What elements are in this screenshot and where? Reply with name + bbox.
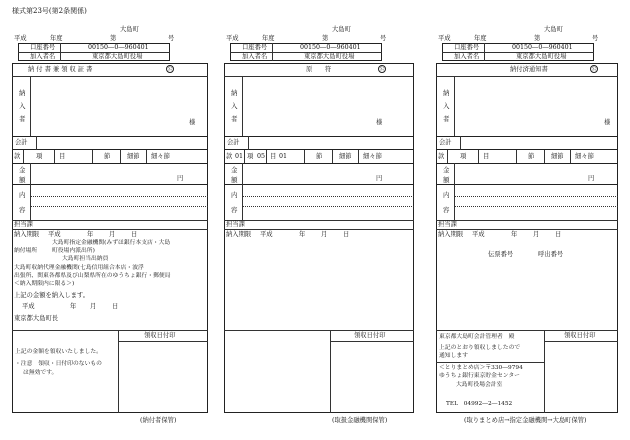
division-label: 担当課 bbox=[226, 221, 245, 228]
deadline-day: 日 bbox=[555, 231, 562, 238]
manager: 東京都大島町会計管理者 殿 bbox=[439, 334, 515, 340]
kan-value: 01 bbox=[235, 153, 244, 160]
go-label: 号 bbox=[380, 35, 387, 42]
dai-label: 第 bbox=[322, 35, 329, 42]
kan-label: 款 bbox=[438, 153, 445, 160]
dai-label: 第 bbox=[110, 35, 117, 42]
deadline-label: 納入期限 bbox=[438, 231, 464, 238]
year-label: 年度 bbox=[474, 35, 487, 42]
setsu-label: 節 bbox=[104, 153, 111, 160]
kou-value: 05 bbox=[257, 153, 266, 160]
setsu-label: 節 bbox=[528, 153, 535, 160]
mail-line-2: ゆうちょ銀行東京貯金センター bbox=[439, 373, 520, 379]
account-no-value: 00150―0―960401 bbox=[300, 44, 361, 51]
kan-label: 款 bbox=[14, 153, 21, 160]
date-day: 日 bbox=[112, 303, 119, 310]
total-label: 会計 bbox=[15, 139, 28, 146]
panel-bank-copy bbox=[224, 0, 414, 440]
payer-char-2: 入 bbox=[443, 102, 450, 110]
amount-char-1: 金 bbox=[231, 166, 238, 174]
deadline-month: 月 bbox=[533, 231, 540, 238]
date-era: 平成 bbox=[22, 303, 35, 310]
go-label: 号 bbox=[168, 35, 175, 42]
subscriber-value: 東京都大島町役場 bbox=[516, 53, 567, 60]
payer-char-3: 者 bbox=[443, 115, 450, 123]
place-line-1: 大島町指定金融機関(みずほ銀行本支店・大島 bbox=[52, 240, 171, 246]
mayor: 東京都大島町長 bbox=[14, 315, 59, 322]
total-label: 会計 bbox=[227, 139, 240, 146]
setsu-label: 節 bbox=[316, 153, 323, 160]
deadline-label: 納入期限 bbox=[226, 231, 252, 238]
content-char-2: 容 bbox=[443, 206, 450, 214]
yen: 円 bbox=[588, 175, 595, 182]
payer-char-3: 者 bbox=[19, 115, 26, 123]
place-label: 納付場所 bbox=[14, 248, 38, 254]
main-frame bbox=[224, 63, 414, 413]
footer: (納付者保管) bbox=[140, 417, 177, 424]
deadline-month: 月 bbox=[321, 231, 328, 238]
total-box bbox=[224, 136, 414, 150]
agents-line-3: ＜納入期限内に限る＞) bbox=[14, 281, 75, 287]
kan-label: 款 bbox=[226, 153, 233, 160]
panel-taxpayer-copy bbox=[12, 0, 208, 440]
subscriber-value: 東京都大島町役場 bbox=[92, 53, 143, 60]
go-label: 号 bbox=[592, 35, 599, 42]
subscriber-label: 加入者名 bbox=[242, 53, 268, 60]
subscriber-value: 東京都大島町役場 bbox=[304, 53, 355, 60]
agents-line-1: 大島町収納代理金融機関(七島信用組合本店・波浮 bbox=[14, 265, 144, 271]
saisetsu-label: 細節 bbox=[127, 153, 140, 160]
doc-title: 原 符 bbox=[306, 66, 332, 73]
payer-char-1: 納 bbox=[19, 89, 26, 97]
issuer: 大島町 bbox=[120, 26, 139, 33]
division-label: 担当課 bbox=[438, 221, 457, 228]
account-no-value: 00150―0―960401 bbox=[512, 44, 573, 51]
deadline-year: 年 bbox=[511, 231, 518, 238]
content-char-2: 容 bbox=[19, 206, 26, 214]
receipt-note-2: ・注意 領収・日付印のないもの bbox=[15, 361, 102, 367]
year-label: 年度 bbox=[262, 35, 275, 42]
payer-char-2: 入 bbox=[231, 102, 238, 110]
receipt-stamp-label: 領収日付印 bbox=[354, 332, 386, 339]
deadline-year: 年 bbox=[87, 231, 94, 238]
notice-line-1: 上記のとおり領収しましたので bbox=[439, 345, 521, 351]
footer: (取扱金融機関保管) bbox=[332, 417, 388, 424]
kou-label: 項 bbox=[460, 153, 467, 160]
moku-label: 目 bbox=[59, 153, 66, 160]
issuer: 大島町 bbox=[544, 26, 563, 33]
subscriber-label: 加入者名 bbox=[30, 53, 56, 60]
panel-notice-copy bbox=[436, 0, 618, 440]
slip-no-label: 伝票番号 bbox=[488, 251, 514, 258]
deadline-era: 平成 bbox=[472, 231, 485, 238]
sama: 様 bbox=[189, 119, 196, 126]
total-label: 会計 bbox=[439, 139, 452, 146]
content-char-2: 容 bbox=[231, 206, 238, 214]
doc-title: 納 付 書 兼 領 収 証 書 bbox=[28, 66, 93, 73]
receipt-note-1: 上記の金額を領収いたしました。 bbox=[15, 349, 102, 355]
amount-char-1: 金 bbox=[19, 166, 26, 174]
sama: 様 bbox=[604, 119, 611, 126]
saisetsu-label: 細節 bbox=[339, 153, 352, 160]
payer-char-1: 納 bbox=[231, 89, 238, 97]
moku-label: 目 bbox=[270, 153, 277, 160]
issuer: 大島町 bbox=[332, 26, 351, 33]
call-no-label: 呼出番号 bbox=[538, 251, 564, 258]
main-frame bbox=[436, 63, 618, 413]
deadline-day: 日 bbox=[131, 231, 138, 238]
deadline-day: 日 bbox=[343, 231, 350, 238]
saisaisetsu-label: 細々節 bbox=[151, 153, 170, 160]
amount-char-2: 額 bbox=[19, 176, 26, 184]
form-number: 様式第23号(第2条関係) bbox=[12, 7, 87, 15]
doc-title: 納付済通知書 bbox=[510, 66, 548, 73]
saisaisetsu-label: 細々節 bbox=[575, 153, 594, 160]
receipt-note-3: は無効です。 bbox=[23, 370, 58, 376]
deadline-era: 平成 bbox=[48, 231, 61, 238]
deadline-label: 納入期限 bbox=[14, 231, 40, 238]
account-no-label: 口座番号 bbox=[242, 44, 268, 51]
division-label: 担当課 bbox=[14, 221, 33, 228]
place-line-2: 町役場内派出所) bbox=[52, 248, 95, 254]
footer: (取りまとめ店→指定金融機関→大島町保管) bbox=[464, 417, 587, 424]
subscriber-label: 加入者名 bbox=[454, 53, 480, 60]
public-stamp-icon: 公 bbox=[591, 66, 597, 72]
saisaisetsu-label: 細々節 bbox=[363, 153, 382, 160]
era: 平成 bbox=[438, 35, 451, 42]
payer-char-1: 納 bbox=[443, 89, 450, 97]
receipt-stamp-label: 領収日付印 bbox=[144, 332, 176, 339]
content-char-1: 内 bbox=[231, 191, 238, 199]
account-no-label: 口座番号 bbox=[454, 44, 480, 51]
era: 平成 bbox=[14, 35, 27, 42]
payer-char-2: 入 bbox=[19, 102, 26, 110]
amount-char-2: 額 bbox=[443, 176, 450, 184]
deadline-month: 月 bbox=[109, 231, 116, 238]
total-box bbox=[12, 136, 208, 150]
receipt-stamp-label: 領収日付印 bbox=[564, 332, 596, 339]
date-month: 月 bbox=[90, 303, 97, 310]
moku-label: 目 bbox=[483, 153, 490, 160]
public-stamp-icon: 公 bbox=[379, 66, 385, 72]
moku-value: 01 bbox=[279, 153, 288, 160]
notice-line-2: 通知します bbox=[439, 353, 468, 359]
yen: 円 bbox=[177, 175, 184, 182]
deadline-year: 年 bbox=[299, 231, 306, 238]
amount-box bbox=[224, 163, 414, 185]
place-line-3: 大島町担当出納員 bbox=[62, 256, 109, 262]
era: 平成 bbox=[226, 35, 239, 42]
tel: TEL 04992―2―1452 bbox=[446, 401, 513, 407]
payer-char-3: 者 bbox=[231, 115, 238, 123]
account-no-value: 00150―0―960401 bbox=[88, 44, 149, 51]
total-box bbox=[436, 136, 618, 150]
deadline-era: 平成 bbox=[260, 231, 273, 238]
dai-label: 第 bbox=[534, 35, 541, 42]
yen: 円 bbox=[376, 175, 383, 182]
content-char-1: 内 bbox=[19, 191, 26, 199]
amount-char-1: 金 bbox=[443, 166, 450, 174]
kou-label: 項 bbox=[247, 153, 254, 160]
date-year: 年 bbox=[70, 303, 77, 310]
year-label: 年度 bbox=[50, 35, 63, 42]
amount-char-2: 額 bbox=[231, 176, 238, 184]
office: 大島町役場会計室 bbox=[456, 382, 503, 388]
public-stamp-icon: 公 bbox=[167, 66, 173, 72]
agents-line-2: 出張所、関東各都県及び山梨県所在のゆうちょ銀行・郵便局 bbox=[14, 273, 171, 279]
saisetsu-label: 細節 bbox=[551, 153, 564, 160]
kou-label: 項 bbox=[36, 153, 43, 160]
mail-line-1: ＜とりまとめ店＞〒330―9794 bbox=[439, 365, 523, 371]
content-char-1: 内 bbox=[443, 191, 450, 199]
account-no-label: 口座番号 bbox=[30, 44, 56, 51]
sama: 様 bbox=[376, 119, 383, 126]
received-text: 上記の金額を納入します。 bbox=[14, 292, 90, 299]
